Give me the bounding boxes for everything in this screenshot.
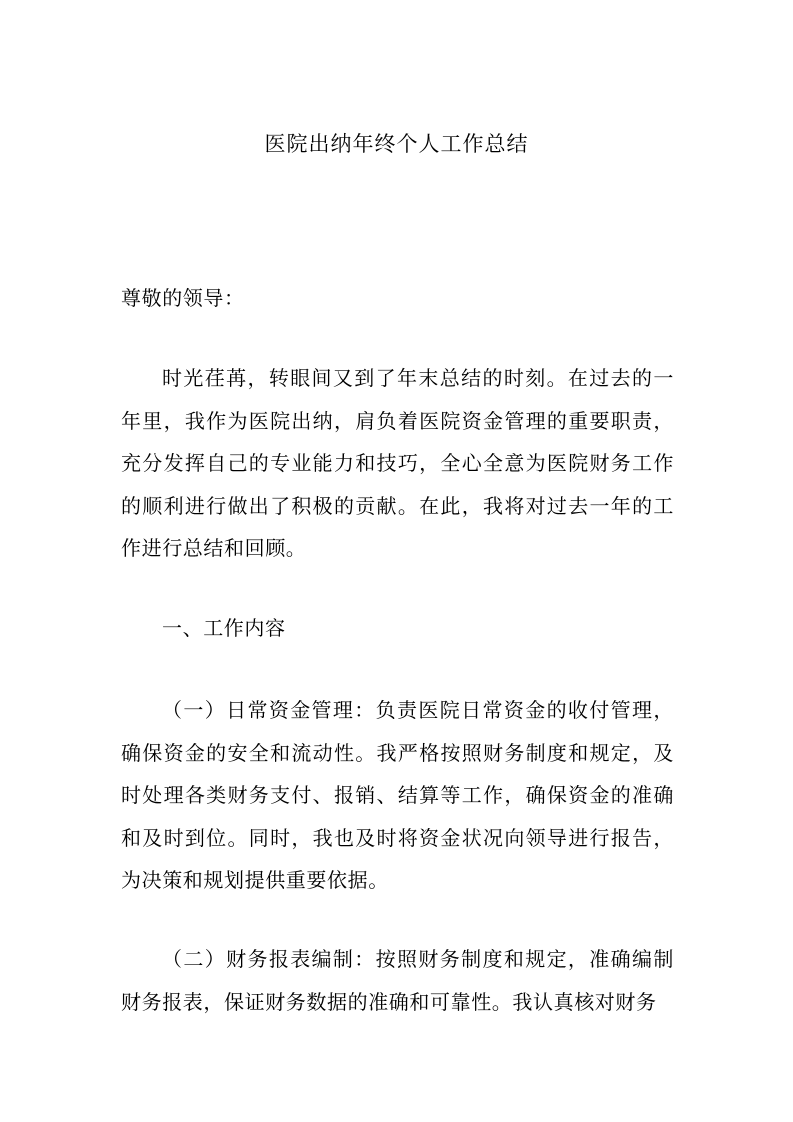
body-paragraph-financial-reports: （二）财务报表编制：按照财务制度和规定，准确编制财务报表，保证财务数据的准确和可靠性。我认真核对财务 <box>121 947 674 1014</box>
intro-paragraph: 时光荏苒，转眼间又到了年末总结的时刻。在过去的一年里，我作为医院出纳，肩负着医院资金管理的重要职责，充分发挥自己的专业能力和技巧，全心全意为医院财务工作的顺利进行做出了积极的贡献。在此，我将对过去一年的工作进行总结和回顾。 <box>121 366 674 560</box>
salutation: 尊敬的领导： <box>121 286 245 310</box>
body-paragraph-cash-management: （一）日常资金管理：负责医院日常资金的收付管理，确保资金的安全和流动性。我严格按照财务制度和规定，及时处理各类财务支付、报销、结算等工作，确保资金的准确和及时到位。同时，我也及时将资金状况向领导进行报告，为决策和规划提供重要依据。 <box>121 698 674 892</box>
section-heading: 一、工作内容 <box>162 616 286 640</box>
document-title: 医院出纳年终个人工作总结 <box>264 132 529 156</box>
